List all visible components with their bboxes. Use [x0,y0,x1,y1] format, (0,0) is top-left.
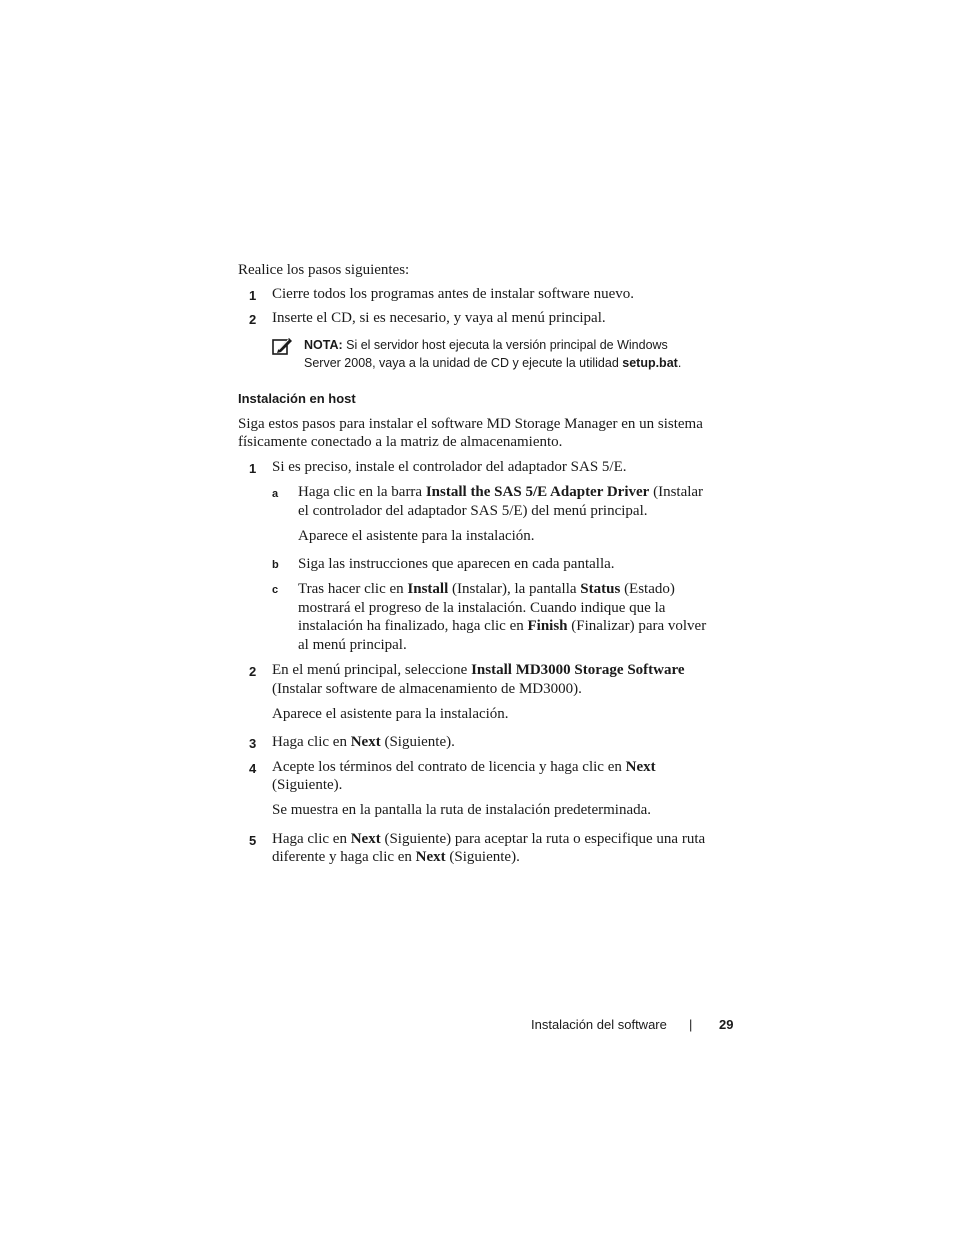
text-run: diferente y haga clic en [272,849,416,865]
step-text [272,758,656,777]
note-text: . [677,356,682,370]
step-number: 2 [249,664,257,679]
bold-run: Install [407,581,449,597]
bold-run: Install MD3000 Storage Software [471,662,685,678]
step-number: 1 [249,461,257,476]
text-run: (Finalizar) para volver [567,618,707,634]
substep-text: mostrará el progreso de la instalación. Cuando indique que la [298,600,666,616]
note-label: NOTA: [304,338,343,352]
substep-letter: c [272,584,279,596]
text-run: (Instalar [649,484,704,500]
section-heading: Instalación en host [238,391,356,406]
bold-run: Install the SAS 5/E Adapter Driver [425,484,650,500]
step-result: Se muestra en la pantalla la ruta de instalación predeterminada. [272,802,652,818]
step-number: 1 [249,288,257,303]
step-text [272,661,685,680]
step-number: 5 [249,833,257,848]
step-number: 3 [249,736,257,751]
page-number: 29 [719,1017,734,1032]
footer-separator: | [689,1017,693,1032]
step-text: Cierre todos los programas antes de instalar software nuevo. [272,286,634,302]
step-text: (Instalar software de almacenamiento de MD3000). [272,681,582,697]
bold-run: Finish [527,618,568,634]
bold-run: Status [580,581,621,597]
note-text: Server 2008, vaya a la unidad de CD y ejecute la utilidad [304,356,623,370]
note-line-1 [304,336,668,354]
intro-text: Realice los pasos siguientes: [238,262,410,278]
text-run: Acepte los términos del contrato de licencia y haga clic en [272,759,626,775]
pencil-note-icon [272,336,294,356]
substep-text [298,580,675,599]
substep-text [298,483,703,502]
text-run: (Siguiente). [380,734,455,750]
text-run: instalación ha finalizado, haga clic en [298,618,528,634]
note-bold: setup.bat [622,356,678,370]
bold-run: Next [625,759,656,775]
footer-section-title: Instalación del software [531,1017,667,1032]
step-text [272,733,455,752]
text-run: (Siguiente). [445,849,520,865]
text-run: Haga clic en [272,734,351,750]
section-intro-line: Siga estos pasos para instalar el software MD Storage Manager en un sistema [238,416,703,432]
step-text: (Siguiente). [272,777,343,793]
substep-text: el controlador del adaptador SAS 5/E) del menú principal. [298,503,648,519]
text-run: Haga clic en [272,831,351,847]
section-intro-line: físicamente conectado a la matriz de almacenamiento. [238,434,563,450]
bold-run: Next [415,849,446,865]
bold-run: Next [350,831,381,847]
substep-text [298,617,706,636]
step-text [272,830,705,849]
text-run: (Siguiente) para aceptar la ruta o especifique una ruta [380,831,706,847]
note-text: Si el servidor host ejecuta la versión principal de Windows [342,338,668,352]
text-run: (Instalar), la pantalla [448,581,581,597]
note-line-2 [304,354,681,372]
step-text: Si es preciso, instale el controlador del adaptador SAS 5/E. [272,459,627,475]
text-run: En el menú principal, seleccione [272,662,472,678]
substep-text: Siga las instrucciones que aparecen en cada pantalla. [298,556,615,572]
substep-text: al menú principal. [298,637,407,653]
step-text: Inserte el CD, si es necesario, y vaya al menú principal. [272,310,606,326]
step-number: 2 [249,312,257,327]
substep-letter: a [272,488,279,500]
substep-result: Aparece el asistente para la instalación. [298,528,535,544]
substep-letter: b [272,559,279,571]
text-run: (Estado) [620,581,675,597]
bold-run: Next [350,734,381,750]
step-number: 4 [249,761,257,776]
step-text [272,848,520,867]
step-result: Aparece el asistente para la instalación. [272,706,509,722]
text-run: Haga clic en la barra [298,484,426,500]
text-run: Tras hacer clic en [298,581,408,597]
